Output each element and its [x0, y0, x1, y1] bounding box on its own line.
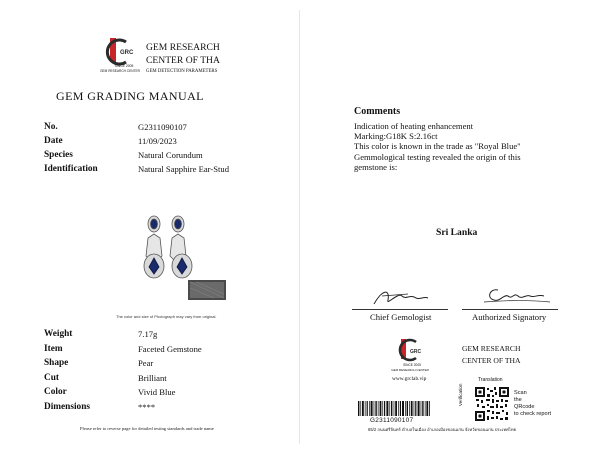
website-url: www.grclab.vip — [392, 376, 427, 382]
field-value: Brilliant — [138, 372, 167, 383]
photo-caption: The color and size of Photograph may vary from original. — [116, 314, 217, 319]
field-label: Date — [44, 136, 63, 146]
field-label: Dimensions — [44, 401, 90, 412]
qr-instruction-line: QRcode — [514, 404, 535, 410]
qr-label-side: Verification — [458, 383, 463, 406]
field-row-identification — [44, 164, 284, 178]
logo-tagline-1: SINCE 2005 — [114, 64, 134, 68]
qr-code-icon — [474, 386, 510, 422]
fields-bottom — [44, 329, 284, 417]
comment-line: Gemmological testing revealed the origin of this — [354, 151, 521, 162]
field-label: Color — [44, 387, 67, 398]
field-label: Cut — [44, 372, 59, 383]
signature-line-right — [462, 309, 558, 310]
field-label: Weight — [44, 329, 73, 339]
field-label: Item — [44, 343, 63, 354]
grading-manual-front — [8, 18, 288, 438]
page-divider — [299, 10, 300, 444]
org-subtitle: GEM DETECTION PARAMETERS — [146, 69, 218, 74]
barcode-image — [358, 401, 430, 416]
logo-tagline-2: GEM RESEARCH CENTER — [100, 69, 140, 73]
signature-line-left — [352, 309, 448, 310]
field-row-color — [44, 387, 284, 402]
comment-line: gemstone is: — [354, 161, 398, 172]
svg-text:GRC: GRC — [410, 349, 422, 355]
address-footer: 65/2 ถนนศรีจันทร์ ตำบลในเมือง อำเภอเมืองขอนแก่น จังหวัดขอนแก่น ประเทศไทย — [368, 427, 517, 432]
org-name-line2: CENTER OF THA — [462, 356, 521, 365]
field-value: Faceted Gemstone — [138, 343, 202, 354]
qr-instruction-line: Scan — [514, 390, 527, 396]
field-label: No. — [44, 122, 58, 132]
field-value: 11/09/2023 — [138, 136, 177, 146]
earring-photo — [126, 204, 236, 304]
fields-top — [44, 122, 284, 178]
field-value: Pear — [138, 358, 154, 369]
field-value: G2311090107 — [138, 122, 187, 132]
field-row-species — [44, 150, 284, 164]
field-row-weight — [44, 329, 284, 344]
field-row-no — [44, 122, 284, 136]
field-value: Natural Sapphire Ear-Stud — [138, 164, 229, 174]
comment-line: This color is known in the trade as "Royal Blue" — [354, 141, 521, 152]
barcode-text: G2311090107 — [370, 417, 414, 424]
field-row-date — [44, 136, 284, 150]
logo-tagline-2: GEM RESEARCH CENTER — [391, 368, 429, 372]
grc-logo — [98, 36, 142, 76]
comments-heading: Comments — [354, 106, 401, 117]
field-label: Species — [44, 150, 73, 160]
barcode — [358, 401, 430, 416]
svg-text:GRC: GRC — [120, 50, 134, 56]
field-row-dimensions — [44, 402, 284, 417]
qr-instructions — [514, 390, 551, 418]
org-name-line1: GEM RESEARCH — [146, 42, 220, 53]
document-title: GEM GRADING MANUAL — [56, 89, 204, 103]
comment-line: Indication of heating enhancement — [354, 121, 474, 131]
origin-value: Sri Lanka — [436, 227, 478, 238]
comments-body — [354, 121, 590, 172]
grading-manual-back — [312, 18, 592, 438]
field-row-cut — [44, 373, 284, 388]
footer-note: Please refer to reverse page for detailed testing standards and trade name — [80, 426, 214, 431]
field-row-shape — [44, 358, 284, 373]
field-label: Identification — [44, 164, 98, 174]
field-value: **** — [138, 401, 156, 412]
chief-gemologist-label: Chief Gemologist — [370, 312, 432, 322]
field-value: 7.17g — [138, 329, 158, 339]
field-value: Natural Corundum — [138, 150, 203, 160]
grc-logo — [388, 338, 432, 378]
comment-line: Marking:G18K S:2.16ct — [354, 131, 438, 142]
sapphire-earring-image — [126, 204, 236, 304]
chief-gemologist-signature — [368, 286, 432, 308]
verification-qr-code[interactable] — [474, 386, 510, 422]
authorized-signature — [480, 282, 552, 306]
qr-label-top: Translation — [478, 377, 503, 383]
authorized-signatory-label: Authorized Signatory — [472, 312, 547, 322]
org-name-line1: GEM RESEARCH — [462, 344, 521, 353]
field-row-item — [44, 344, 284, 359]
logo-tagline-1: SINCE 2005 — [403, 363, 421, 367]
field-value: Vivid Blue — [138, 387, 176, 398]
org-name-line2: CENTER OF THA — [146, 55, 220, 66]
qr-instruction-line: the — [514, 397, 522, 403]
qr-instruction-line: to check report — [514, 411, 551, 417]
field-label: Shape — [44, 358, 69, 369]
